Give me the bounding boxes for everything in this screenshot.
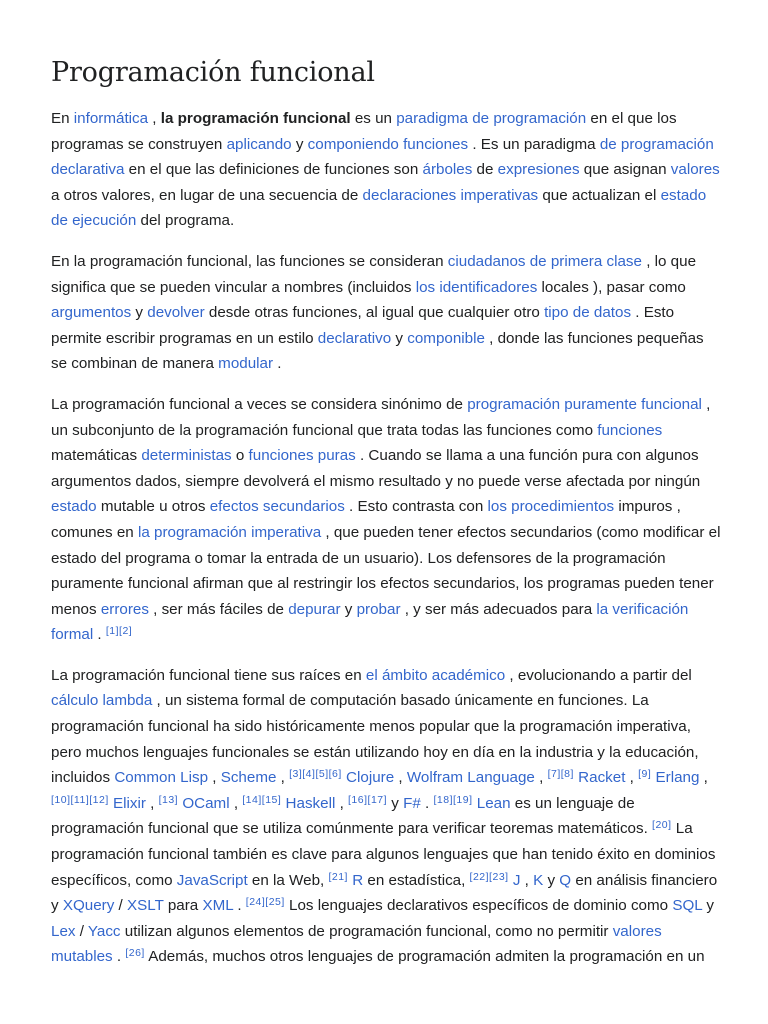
- text: Además, muchos otros lenguajes de programación admiten la programación en un: [144, 948, 705, 966]
- link-common-lisp[interactable]: Common Lisp: [114, 769, 209, 787]
- citation-ref[interactable]: [9]: [638, 768, 652, 781]
- text: . Cuando se llama a una función pura con algunos argumentos dados, siempre devolverá el mismo resultado y no puede verse afectada por ningún: [51, 447, 701, 490]
- text: , un sistema formal de computación basado únicamente en funciones. La programación funcional ha sido históricamente menos popular que la programación imperativa, pero muchos lenguajes funcionales se están utilizando hoy en día en la industria y la educación, incluidos: [51, 692, 699, 787]
- text: , donde las funciones pequeñas se combinan de manera: [51, 329, 704, 373]
- citation-ref[interactable]: [7][8]: [547, 768, 574, 781]
- text: ,: [335, 794, 349, 812]
- text: y: [702, 897, 714, 915]
- link-paradigma[interactable]: paradigma de programación: [396, 110, 587, 127]
- text: . Esto contrasta con: [344, 498, 488, 516]
- link-deterministas[interactable]: deterministas: [141, 447, 232, 465]
- text: ,: [699, 769, 708, 787]
- citation-ref[interactable]: [18][19]: [433, 793, 473, 806]
- text: o: [231, 447, 249, 465]
- text: , un subconjunto de la programación funcional que trata todas las funciones como: [51, 395, 711, 439]
- text: en el que las definiciones de funciones son: [124, 161, 423, 179]
- link-estado-de-ejecucion[interactable]: estado de ejecución: [51, 186, 707, 230]
- link-lean[interactable]: Lean: [476, 794, 511, 812]
- link-xslt[interactable]: XSLT: [127, 897, 164, 915]
- link-elixir[interactable]: Elixir: [113, 794, 146, 812]
- text: ,: [208, 769, 221, 787]
- link-efectos-secundarios[interactable]: efectos secundarios: [209, 498, 345, 516]
- link-programacion-puramente-funcional[interactable]: programación puramente funcional: [467, 395, 702, 413]
- text: para: [163, 897, 203, 915]
- text: /: [75, 922, 88, 940]
- link-ambito-academico[interactable]: el ámbito académico: [365, 666, 506, 684]
- link-calculo-lambda[interactable]: cálculo lambda: [51, 692, 153, 710]
- text: es un: [350, 110, 397, 127]
- link-k[interactable]: K: [533, 871, 544, 889]
- text: que actualizan el: [538, 186, 661, 204]
- link-yacc[interactable]: Yacc: [87, 922, 121, 940]
- link-lex[interactable]: Lex: [51, 922, 76, 940]
- text: .: [93, 626, 106, 644]
- text: que asignan: [579, 161, 671, 179]
- link-erlang[interactable]: Erlang: [655, 769, 700, 787]
- paragraph-history: [51, 663, 723, 970]
- link-fsharp[interactable]: F#: [403, 794, 421, 812]
- link-tipo-de-datos[interactable]: tipo de datos: [544, 304, 632, 322]
- text: ,: [148, 110, 161, 127]
- text: ,: [520, 871, 534, 889]
- text: , y ser más adecuados para: [400, 600, 597, 618]
- paragraph-first-class: [51, 249, 723, 377]
- text: y: [291, 135, 308, 153]
- text: y: [340, 600, 357, 618]
- text: mutable u otros: [96, 498, 210, 516]
- bold-term: la programación funcional: [160, 110, 351, 127]
- text: La programación funcional también es clave para algunos lenguajes que han tenido éxito en dominios específicos, como: [51, 820, 716, 889]
- link-expresiones[interactable]: expresiones: [497, 161, 580, 179]
- link-clojure[interactable]: Clojure: [346, 769, 395, 787]
- paragraph-pure-functional: [51, 392, 723, 648]
- citation-ref[interactable]: [21]: [328, 870, 348, 883]
- citation-ref[interactable]: [20]: [652, 819, 672, 832]
- text: es un lenguaje de programación funcional que se utiliza comúnmente para verificar teoremas matemáticos.: [51, 794, 653, 838]
- link-q[interactable]: Q: [559, 871, 572, 889]
- text: .: [420, 794, 434, 812]
- text: en la Web,: [247, 871, 329, 889]
- citation-ref[interactable]: [24][25]: [245, 896, 285, 909]
- text: y: [387, 794, 404, 812]
- text: a otros valores, en lugar de una secuencia de: [51, 186, 363, 204]
- link-estado[interactable]: estado: [51, 498, 97, 516]
- text: y: [131, 304, 148, 322]
- link-aplicando[interactable]: aplicando: [226, 135, 292, 153]
- link-racket[interactable]: Racket: [578, 769, 626, 787]
- text: . Es un paradigma: [468, 135, 600, 153]
- text: , que pueden tener efectos secundarios (como modificar el estado del programa o tomar la entrada de un usuario). Los defensores de la programación puramente funcional afirman que al restringir los efectos secundarios, los programas pueden tener menos: [51, 523, 721, 618]
- text: locales ), pasar como: [537, 278, 686, 296]
- text: del programa.: [136, 212, 235, 230]
- text: ,: [276, 769, 290, 787]
- link-verificacion-formal[interactable]: la verificación formal: [51, 600, 689, 644]
- link-programacion-declarativa[interactable]: de programación declarativa: [51, 135, 714, 179]
- link-j[interactable]: J: [512, 871, 521, 889]
- link-componiendo-funciones[interactable]: componiendo funciones: [307, 135, 469, 153]
- citation-ref[interactable]: [22][23]: [469, 870, 509, 883]
- text: La programación funcional a veces se considera sinónimo de: [51, 395, 468, 413]
- citation-ref[interactable]: [16][17]: [348, 793, 388, 806]
- link-valores-mutables[interactable]: valores mutables: [51, 922, 662, 966]
- page-title: Programación funcional: [51, 57, 375, 88]
- link-ocaml[interactable]: OCaml: [182, 794, 230, 812]
- text: Los lenguajes declarativos específicos de dominio como: [284, 897, 673, 915]
- link-programacion-imperativa[interactable]: la programación imperativa: [137, 523, 322, 541]
- text: matemáticas: [51, 447, 142, 465]
- link-xml[interactable]: XML: [202, 897, 234, 915]
- link-valores[interactable]: valores: [670, 161, 720, 179]
- link-depurar[interactable]: depurar: [288, 600, 341, 618]
- link-sql[interactable]: SQL: [672, 897, 703, 915]
- link-haskell[interactable]: Haskell: [285, 794, 336, 812]
- link-ciudadanos-primera-clase[interactable]: ciudadanos de primera clase: [447, 252, 642, 270]
- link-r[interactable]: R: [352, 871, 364, 889]
- text: La programación funcional tiene sus raíces en: [51, 666, 366, 684]
- text: ,: [394, 769, 407, 787]
- link-componible[interactable]: componible: [407, 329, 485, 347]
- link-declarativo[interactable]: declarativo: [317, 329, 392, 347]
- text: de: [472, 161, 498, 179]
- link-devolver[interactable]: devolver: [147, 304, 205, 322]
- text: impuros , comunes en: [51, 498, 681, 541]
- text: , evolucionando a partir del: [505, 666, 692, 684]
- citation-ref[interactable]: [13]: [158, 793, 179, 806]
- text: . Esto permite escribir programas en un estilo: [51, 304, 675, 347]
- link-informatica[interactable]: informática: [73, 110, 149, 127]
- link-scheme[interactable]: Scheme: [220, 769, 277, 787]
- text: ,: [534, 769, 548, 787]
- citation-ref[interactable]: [10][11][12]: [51, 793, 109, 806]
- link-xquery[interactable]: XQuery: [62, 897, 115, 915]
- text: ,: [145, 794, 159, 812]
- link-declaraciones-imperativas[interactable]: declaraciones imperativas: [362, 186, 539, 204]
- citation-ref[interactable]: [14][15]: [242, 793, 282, 806]
- text: en el que los programas se construyen: [51, 110, 677, 153]
- text: en estadística,: [363, 871, 470, 889]
- text: , ser más fáciles de: [148, 600, 289, 618]
- link-argumentos[interactable]: argumentos: [51, 304, 132, 322]
- paragraph-intro: [51, 106, 723, 234]
- article: [51, 54, 723, 985]
- text: y: [391, 329, 408, 347]
- text: .: [112, 948, 126, 966]
- link-identificadores[interactable]: los identificadores: [415, 278, 538, 296]
- link-funciones[interactable]: funciones: [597, 421, 663, 439]
- text: , lo que significa que se pueden vincular a nombres (incluidos: [51, 252, 697, 296]
- text: ,: [625, 769, 639, 787]
- citation-ref[interactable]: [3][4][5][6]: [289, 768, 342, 781]
- citation-ref[interactable]: [1][2]: [105, 625, 133, 638]
- text: En: [51, 110, 74, 127]
- link-probar[interactable]: probar: [356, 600, 401, 618]
- link-procedimientos[interactable]: los procedimientos: [487, 498, 615, 516]
- text: .: [273, 355, 282, 373]
- citation-ref[interactable]: [26]: [125, 947, 145, 960]
- text: utilizan algunos elementos de programación funcional, como no permitir: [120, 922, 613, 940]
- text: En la programación funcional, las funciones se consideran: [51, 252, 448, 270]
- link-modular[interactable]: modular: [218, 355, 274, 373]
- text: .: [233, 897, 246, 915]
- text: ,: [229, 794, 243, 812]
- link-errores[interactable]: errores: [100, 600, 149, 618]
- text: desde otras funciones, al igual que cualquier otro: [204, 304, 545, 322]
- link-funciones-puras[interactable]: funciones puras: [248, 447, 356, 465]
- link-wolfram-language[interactable]: Wolfram Language: [406, 769, 535, 787]
- text: /: [114, 897, 127, 915]
- link-javascript[interactable]: JavaScript: [176, 871, 248, 889]
- text: en análisis financiero y: [51, 871, 718, 915]
- link-arboles[interactable]: árboles: [422, 161, 473, 179]
- text: y: [543, 871, 560, 889]
